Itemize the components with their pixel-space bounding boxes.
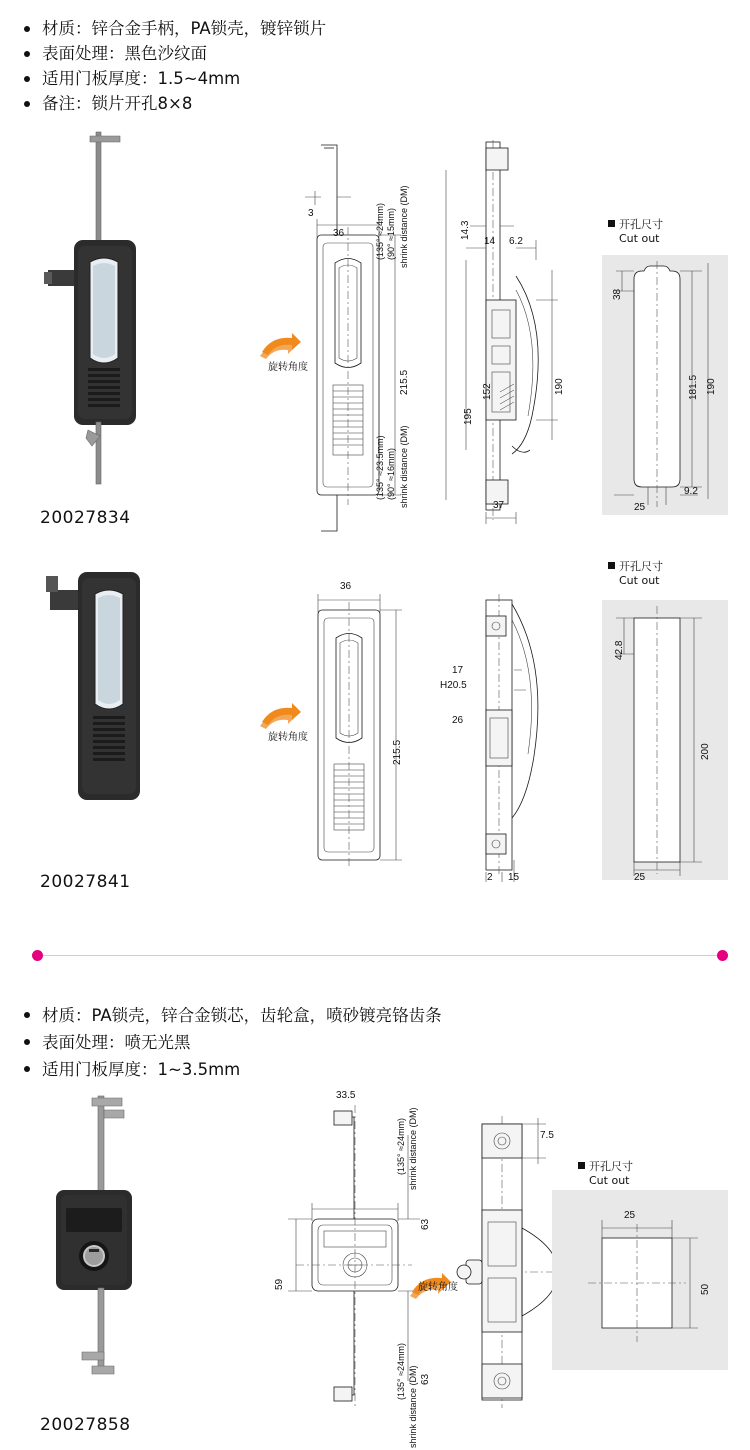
- cut-dim-25-fig2: 25: [634, 872, 646, 883]
- dim-36-fig2: 36: [340, 581, 352, 592]
- square-bullet-icon: [608, 220, 615, 227]
- product-photo-20027858: [40, 1090, 200, 1380]
- technical-drawing-20027834-side: [440, 140, 600, 525]
- cut-dim-181-5: 181.5: [688, 374, 699, 400]
- cutout-panel-3: [552, 1190, 728, 1370]
- rotate-angle-label-2: 旋转角度: [268, 732, 308, 743]
- dim-63-top: 63: [420, 1218, 431, 1230]
- spec-item: 适用门板厚度：1.5~4mm: [22, 66, 326, 91]
- section-divider: [22, 950, 728, 962]
- shrink-distance-bottom: shrink distance (DM): [399, 425, 409, 508]
- cut-dim-200: 200: [700, 743, 711, 760]
- cut-dim-190: 190: [706, 378, 717, 395]
- spec-item: 表面处理：喷无光黑: [22, 1029, 442, 1056]
- cut-dim-9-2: 9.2: [684, 486, 698, 497]
- square-bullet-icon: [608, 562, 615, 569]
- product-code: 20027858: [40, 1415, 131, 1435]
- divider-dot-right: [717, 950, 728, 961]
- rotate-angle-label-1: 旋转角度: [268, 362, 308, 373]
- dim-14-3: 14.3: [460, 220, 471, 240]
- cutout-subtitle: Cut out: [619, 574, 660, 587]
- product-code: 20027834: [40, 508, 131, 528]
- dim-15: 15: [508, 872, 520, 883]
- dim-6-2: 6.2: [509, 236, 523, 247]
- technical-drawing-20027841-side: [452, 590, 572, 880]
- divider-dot-left: [32, 950, 43, 961]
- spec-item: 备注：锁片开孔8×8: [22, 91, 326, 116]
- dim-33-5: 33.5: [336, 1090, 356, 1101]
- dim-36: 36: [333, 228, 345, 239]
- dim-152: 152: [482, 383, 493, 400]
- dim-2: 2: [487, 872, 493, 883]
- technical-drawing-20027858-front: [262, 1095, 432, 1415]
- cutout-heading-3: [578, 1160, 633, 1188]
- product-photo-20027834: [30, 130, 220, 500]
- product-photo-20027841: [40, 560, 190, 820]
- cut-dim-38: 38: [612, 288, 623, 300]
- dim-59: 59: [274, 1278, 285, 1290]
- dim-215-5-fig2: 215.5: [392, 739, 403, 765]
- spec-list-section-1: [22, 16, 326, 116]
- cutout-title: 开孔尺寸: [619, 218, 663, 231]
- shrink-distance-top: shrink distance (DM): [399, 185, 409, 268]
- spec-item: 材质：PA锁壳，锌合金锁芯，齿轮盒，喷砂镀亮铬齿条: [22, 1002, 442, 1029]
- shrink-note-3-top-1: (135° ≈24mm): [396, 1117, 406, 1175]
- cut-dim-25: 25: [634, 502, 646, 513]
- shrink-note-3-top-2: shrink distance (DM): [408, 1107, 418, 1190]
- technical-drawing-20027841-front: [300, 588, 430, 868]
- cut-dim-42-8: 42.8: [614, 640, 625, 660]
- cutout-heading-2: [608, 560, 663, 588]
- spec-item: 材质：锌合金手柄，PA锁壳，镀锌锁片: [22, 16, 326, 41]
- dim-14: 14: [484, 236, 496, 247]
- dim-7-5: 7.5: [540, 1130, 554, 1141]
- spec-item: 表面处理：黑色沙纹面: [22, 41, 326, 66]
- shrink-note-top-line2: (90° ≈15mm): [386, 207, 396, 260]
- dim-26: 26: [452, 715, 464, 726]
- shrink-note-3-bot-1: (135° ≈24mm): [396, 1342, 406, 1400]
- dim-63-bottom: 63: [420, 1373, 431, 1385]
- cutout-title: 开孔尺寸: [619, 560, 663, 573]
- dim-215-5: 215.5: [399, 369, 410, 395]
- shrink-note-top-line1: (135° ≈24mm): [375, 202, 385, 260]
- dim-3: 3: [308, 208, 314, 219]
- product-code: 20027841: [40, 872, 131, 892]
- shrink-note-bottom-line2: (90° ≈16mm): [386, 447, 396, 500]
- cutout-subtitle: Cut out: [619, 232, 660, 245]
- dim-190: 190: [554, 378, 565, 395]
- dim-37: 37: [493, 500, 505, 511]
- spec-list-section-2: [22, 1002, 442, 1083]
- divider-line: [32, 955, 718, 956]
- cutout-subtitle: Cut out: [589, 1174, 630, 1187]
- cut-dim-50: 50: [700, 1283, 711, 1295]
- square-bullet-icon: [578, 1162, 585, 1169]
- cutout-title: 开孔尺寸: [589, 1160, 633, 1173]
- dim-h20-5: H20.5: [440, 680, 467, 691]
- cut-dim-25-fig3: 25: [624, 1210, 636, 1221]
- spec-item: 适用门板厚度：1~3.5mm: [22, 1056, 442, 1083]
- dim-17: 17: [452, 665, 464, 676]
- dim-195: 195: [463, 408, 474, 425]
- shrink-note-3-bot-2: shrink distance (DM): [408, 1365, 418, 1448]
- cutout-heading-1: [608, 218, 663, 246]
- rotate-angle-label-3: 旋转角度: [418, 1282, 458, 1293]
- shrink-note-bottom-line1: (135° ≈23.5mm): [375, 435, 385, 500]
